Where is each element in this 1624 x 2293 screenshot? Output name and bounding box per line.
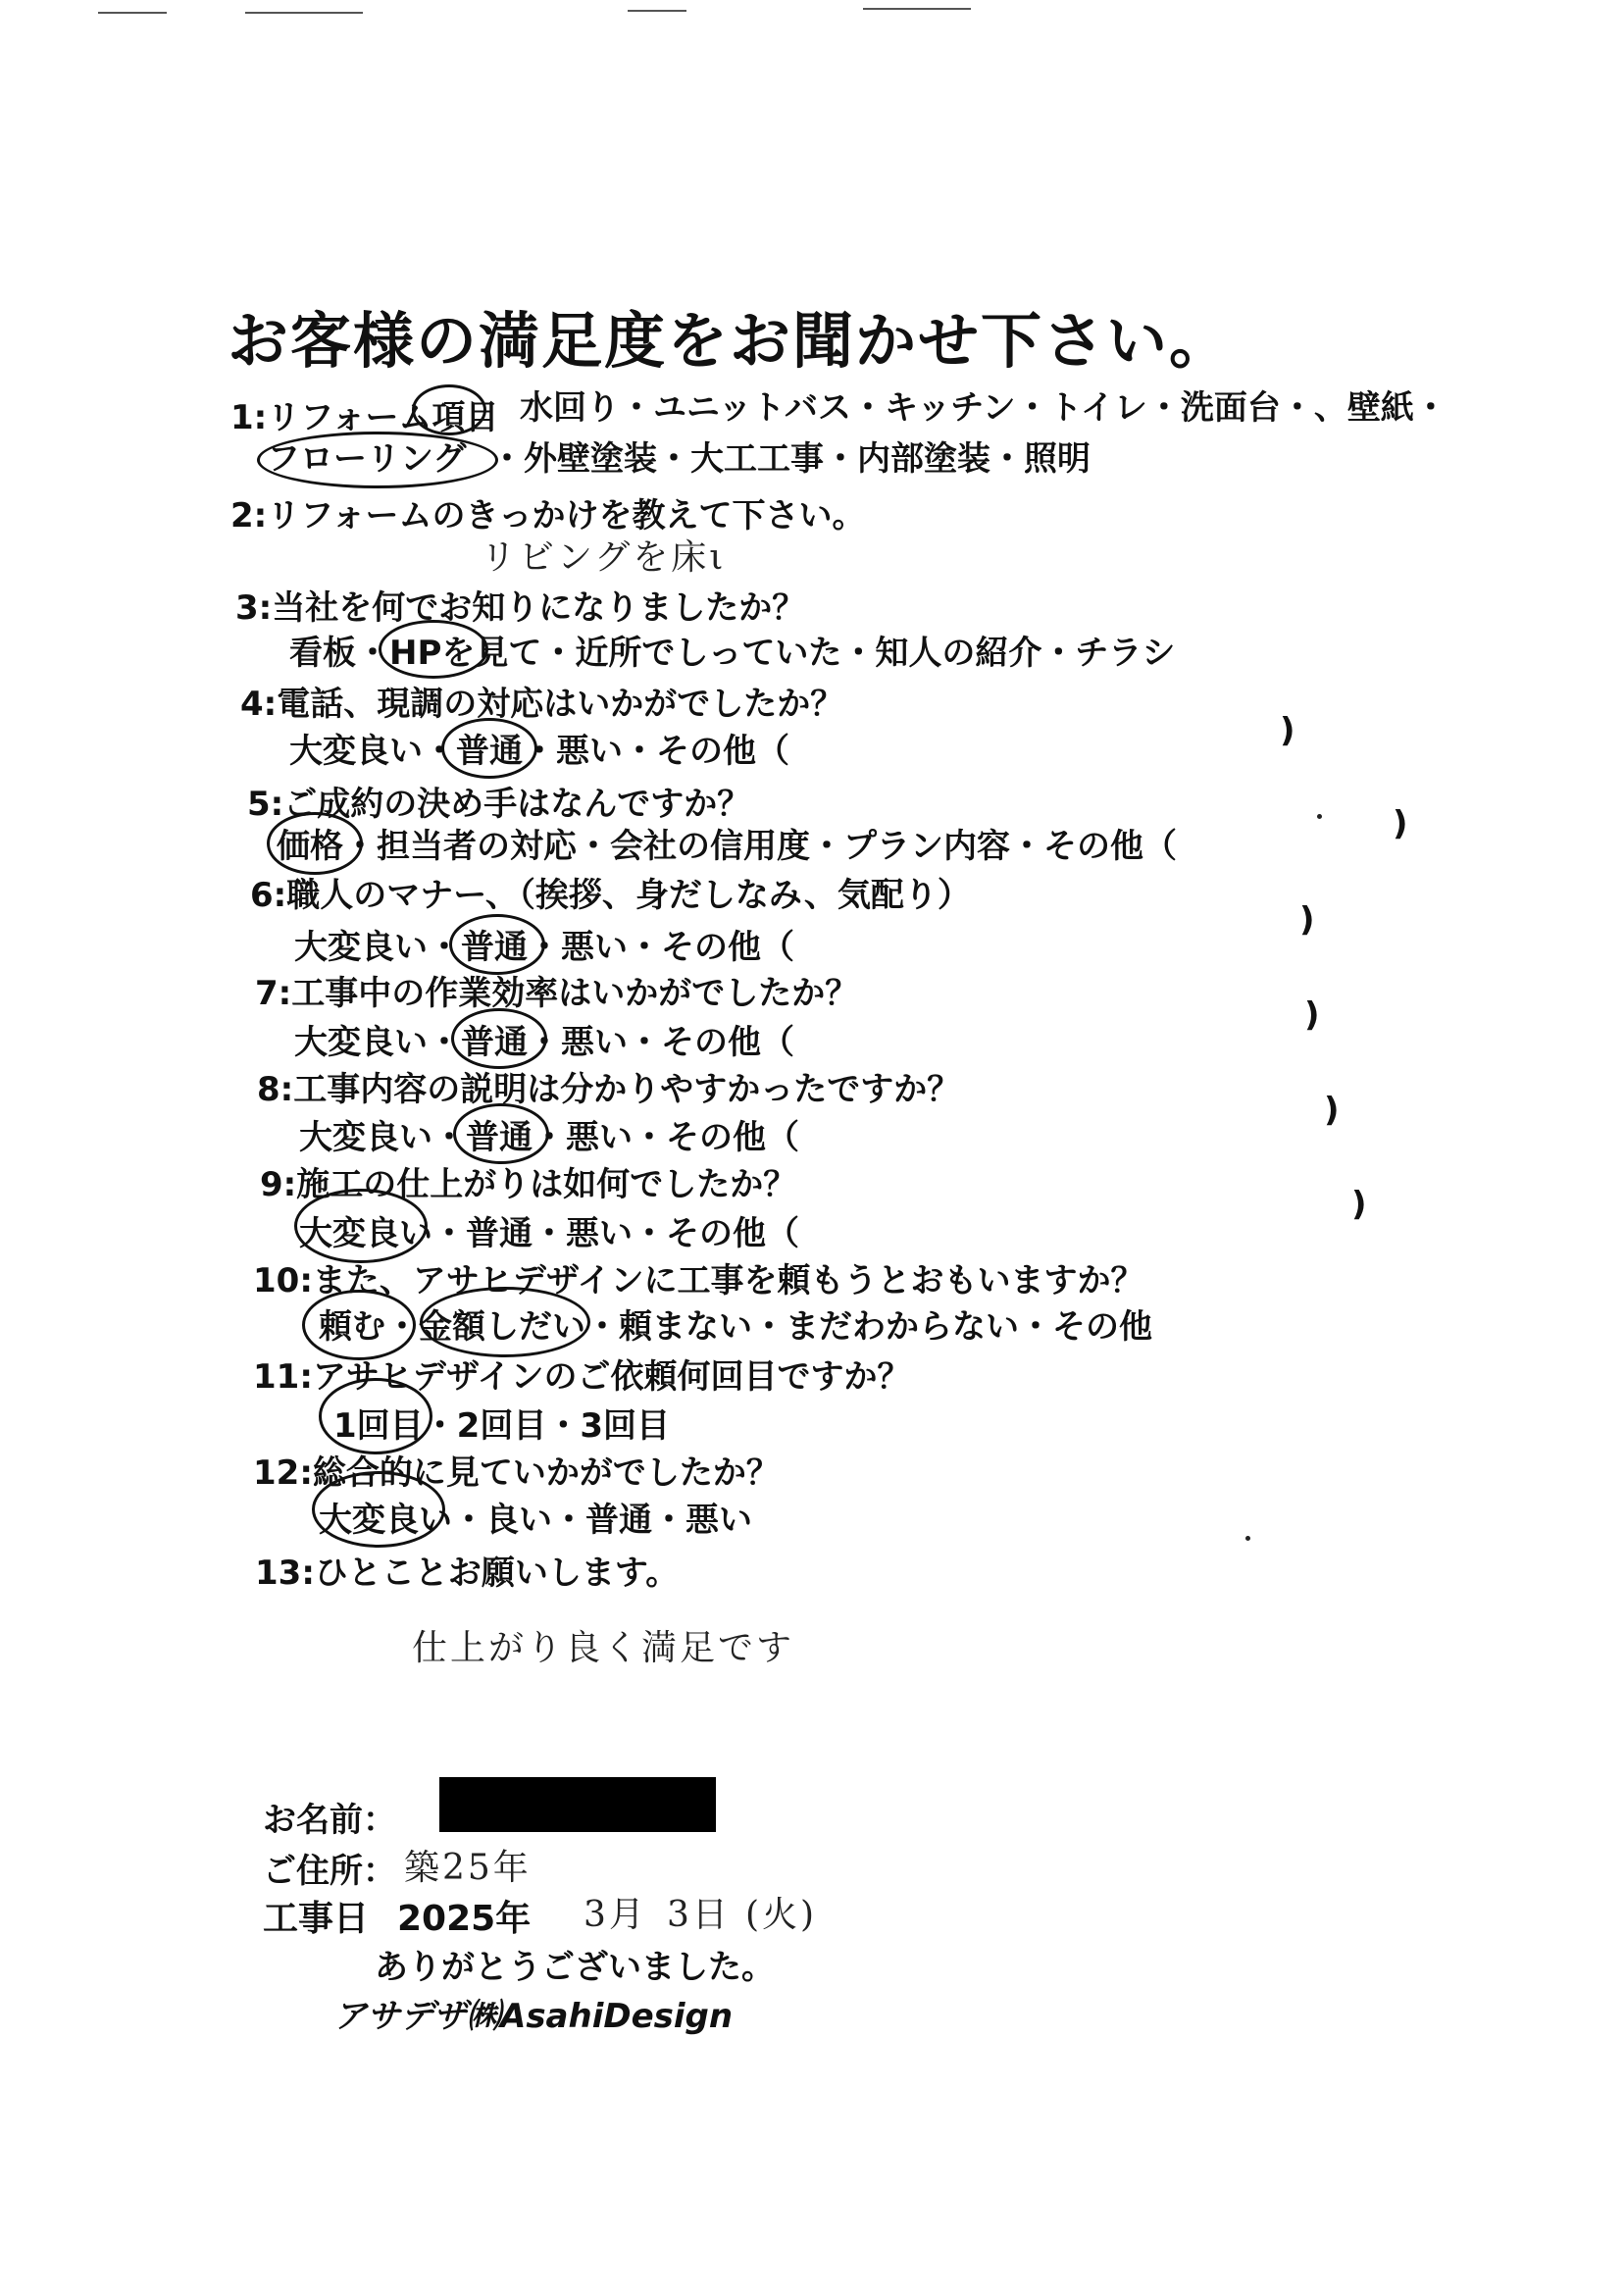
address-value: 築25年 <box>404 1848 532 1888</box>
q7-label: 7:工事中の作業効率はいかがでしたか？ <box>255 974 859 1013</box>
q13-handwritten-answer: 仕上がり良く満足です <box>412 1628 795 1668</box>
q4-close-paren: ) <box>1280 711 1295 750</box>
q10-options: 頼む・金額しだい・頼まない・まだわからない・その他 <box>319 1307 1152 1347</box>
q9-close-paren: ) <box>1351 1185 1367 1224</box>
answer-circle <box>312 1471 445 1548</box>
answer-circle <box>441 718 537 779</box>
answer-circle <box>451 1008 547 1069</box>
q12-label: 12:総合的に見ていかがでしたか？ <box>253 1453 780 1493</box>
thanks-text: ありがとうございました。 <box>375 1948 775 1987</box>
q7-options: 大変良い・普通・悪い・その他（ <box>294 1023 794 1062</box>
q7-close-paren: ) <box>1304 995 1320 1035</box>
scan-artifact <box>98 12 167 14</box>
date-label: 工事日 <box>263 1899 370 1939</box>
q3-label: 3:当社を何でお知りになりましたか？ <box>235 588 806 628</box>
date-year: 2025年 <box>397 1899 532 1939</box>
date-month: 3月 <box>584 1895 647 1935</box>
q5-label: 5:ご成約の決め手はなんですか？ <box>247 785 751 824</box>
q3-options: 看板・HPを見て・近所でしっていた・知人の紹介・チラシ <box>289 634 1176 673</box>
q2-label: 2:リフォームのきっかけを教えて下さい。 <box>230 496 866 535</box>
answer-circle <box>267 812 363 875</box>
q9-label: 9:施工の仕上がりは如何でしたか？ <box>260 1165 797 1204</box>
answer-circle <box>319 1378 432 1454</box>
q6-options: 大変良い・普通・悪い・その他（ <box>294 928 794 967</box>
q4-options: 大変良い・普通・悪い・その他（ <box>289 732 789 771</box>
answer-circle <box>453 1103 549 1164</box>
date-weekday: (火) <box>745 1895 818 1935</box>
q1-items-circled: フローリング <box>267 439 467 479</box>
answer-circle <box>420 1287 590 1357</box>
q13-label: 13:ひとことお願いします。 <box>255 1554 680 1593</box>
q8-label: 8:工事内容の説明は分かりやすかったですか？ <box>257 1070 961 1109</box>
answer-circle <box>379 620 488 679</box>
q1-items-line1: 水回り・ユニットバス・キッチン・トイレ・洗面台・、壁紙・ <box>520 388 1447 428</box>
date-day: 3日 <box>667 1895 731 1935</box>
q8-close-paren: ) <box>1324 1091 1340 1130</box>
ink-speck <box>1245 1536 1250 1541</box>
q12-options: 大変良い・良い・普通・悪い <box>319 1501 752 1540</box>
scan-artifact <box>628 10 686 12</box>
ink-speck <box>1317 814 1322 819</box>
scan-artifact <box>245 12 363 14</box>
answer-circle <box>412 384 486 435</box>
q2-handwritten-answer: リビングを床ι <box>481 537 727 578</box>
q6-label: 6:職人のマナー、（挨拶、身だしなみ、気配り） <box>250 876 971 915</box>
q6-close-paren: ) <box>1299 900 1315 940</box>
address-label: ご住所： <box>263 1852 396 1891</box>
answer-circle <box>294 1189 428 1263</box>
name-label: お名前： <box>263 1801 396 1840</box>
company-name: アサデザ㈱AsahiDesign <box>333 1997 734 2036</box>
q9-options: 大変良い・普通・悪い・その他（ <box>299 1214 799 1253</box>
q4-label: 4:電話、現調の対応はいかがでしたか？ <box>240 685 844 724</box>
scan-artifact <box>863 8 971 10</box>
q5-options: 価格・担当者の対応・会社の信用度・プラン内容・その他（ <box>277 827 1177 866</box>
q11-options: 1回目・2回目・3回目 <box>333 1406 670 1446</box>
q10-label: 10:また、アサヒデザインに工事を頼もうとおもいますか？ <box>253 1261 1144 1300</box>
q1-label: 1:リフォーム項目 <box>230 398 499 437</box>
q5-close-paren: ) <box>1393 804 1408 843</box>
redacted-name <box>439 1777 716 1832</box>
q8-options: 大変良い・普通・悪い・その他（ <box>299 1118 799 1157</box>
survey-title: お客様の満足度をお聞かせ下さい。 <box>228 305 1233 377</box>
answer-circle <box>257 432 498 488</box>
q11-label: 11:アサヒデザインのご依頼何回目ですか？ <box>253 1357 911 1397</box>
q1-items-line2: ・外壁塗装・大工工事・内部塗装・照明 <box>490 439 1091 479</box>
